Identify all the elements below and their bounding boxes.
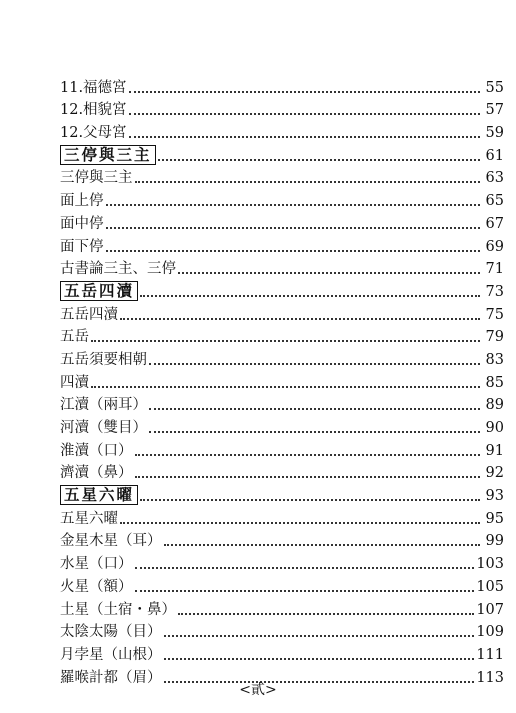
toc-entry-title: 五星六曜 xyxy=(60,510,118,527)
toc-entry-title: 江瀆（兩耳） xyxy=(60,397,147,414)
toc-entry-title: 淮瀆（口） xyxy=(60,442,133,459)
toc-entry-title: 土星（土宿・鼻） xyxy=(60,601,176,618)
toc-section-heading[interactable] xyxy=(60,278,504,301)
toc-entry-title: 四瀆 xyxy=(60,374,89,391)
toc-entry[interactable] xyxy=(60,119,504,142)
toc-entry-title: 濟瀆（鼻） xyxy=(60,465,133,482)
dot-leader xyxy=(149,430,480,433)
toc-section-heading[interactable] xyxy=(60,482,504,505)
toc-entry-page: 71 xyxy=(485,261,504,278)
toc-entry[interactable] xyxy=(60,505,504,528)
toc-entry-page: 59 xyxy=(485,125,504,142)
toc-section-title: 五岳四瀆 xyxy=(60,281,138,301)
toc-entry-title: 面上停 xyxy=(60,193,104,210)
toc-entry-page: 113 xyxy=(476,669,504,686)
toc-entry-page: 111 xyxy=(476,646,504,663)
toc-entry-page: 105 xyxy=(476,578,504,595)
toc-entry-page: 90 xyxy=(485,420,504,436)
toc-entry-page: 73 xyxy=(485,283,504,300)
toc-entry-title: 月孛星（山根） xyxy=(60,646,162,663)
toc-entry-title: 太陰太陽（目） xyxy=(60,624,162,641)
toc-entry-title: 火星（額） xyxy=(60,578,133,595)
toc-entry-title: 面中停 xyxy=(60,215,104,232)
dot-leader xyxy=(178,612,474,615)
dot-leader xyxy=(140,294,480,297)
toc-entry[interactable] xyxy=(60,165,504,188)
dot-leader xyxy=(140,498,480,501)
toc-entry-page: 83 xyxy=(485,351,504,368)
toc-entry-page: 93 xyxy=(485,488,504,505)
toc-entry-title: 河瀆（雙目） xyxy=(60,420,147,436)
dot-leader xyxy=(135,566,475,569)
toc-entry-title: 五岳 xyxy=(60,329,89,346)
toc-entry-page: 69 xyxy=(485,238,504,255)
toc-entry-page: 63 xyxy=(485,170,504,187)
dot-leader xyxy=(178,271,480,274)
toc-entry[interactable] xyxy=(60,460,504,483)
toc-entry-page: 55 xyxy=(485,79,504,96)
toc-entry[interactable] xyxy=(60,528,504,551)
toc-entry-page: 85 xyxy=(485,374,504,391)
toc-section-title: 五星六曜 xyxy=(60,485,138,505)
dot-leader xyxy=(106,249,481,252)
dot-leader xyxy=(135,589,475,592)
toc-entry-title: 古書論三主、三停 xyxy=(60,261,176,278)
dot-leader xyxy=(106,203,481,206)
toc-entry-title: 五岳須要相朝 xyxy=(60,351,147,368)
dot-leader xyxy=(149,362,480,365)
toc-entry[interactable] xyxy=(60,573,504,596)
dot-leader xyxy=(135,475,481,478)
toc-entry[interactable] xyxy=(60,256,504,279)
toc-entry-page: 61 xyxy=(485,147,504,164)
toc-entry[interactable] xyxy=(60,74,504,97)
toc-entry[interactable] xyxy=(60,392,504,415)
toc-entry-page: 92 xyxy=(485,465,504,482)
toc-entry[interactable] xyxy=(60,301,504,324)
toc-entry[interactable] xyxy=(60,641,504,664)
dot-leader xyxy=(135,180,481,183)
toc-section-title: 三停與三主 xyxy=(60,145,156,165)
dot-leader xyxy=(120,317,480,320)
toc-section-heading[interactable] xyxy=(60,142,504,165)
toc-entry[interactable] xyxy=(60,596,504,619)
dot-leader xyxy=(120,521,480,524)
dot-leader xyxy=(164,634,475,637)
toc-entry[interactable] xyxy=(60,210,504,233)
dot-leader xyxy=(158,158,480,161)
dot-leader xyxy=(129,112,480,115)
toc-entry-page: 109 xyxy=(476,624,504,641)
toc-entry-page: 75 xyxy=(485,306,504,323)
toc-entry-title: 三停與三主 xyxy=(60,170,133,187)
toc-entry[interactable] xyxy=(60,414,504,437)
toc-entry-title: 五岳四瀆 xyxy=(60,306,118,323)
dot-leader xyxy=(129,90,480,93)
toc-entry-page: 65 xyxy=(485,193,504,210)
dot-leader xyxy=(129,135,480,138)
toc-entry-title: 水星（口） xyxy=(60,556,133,573)
dot-leader xyxy=(164,657,475,660)
toc-entry-title: 面下停 xyxy=(60,238,104,255)
dot-leader xyxy=(149,407,480,410)
toc-entry[interactable] xyxy=(60,619,504,642)
toc-entry-page: 67 xyxy=(485,215,504,232)
toc-entry[interactable] xyxy=(60,437,504,460)
toc-entry-title: 11.福德宮 xyxy=(60,79,127,96)
toc-entry[interactable] xyxy=(60,324,504,347)
toc-entry-page: 99 xyxy=(485,533,504,550)
toc-entry-page: 91 xyxy=(485,442,504,459)
toc-entry-page: 57 xyxy=(485,102,504,119)
toc-entry-title: 金星木星（耳） xyxy=(60,533,162,550)
table-of-contents xyxy=(60,74,504,687)
dot-leader xyxy=(164,543,481,546)
dot-leader xyxy=(91,385,480,388)
toc-entry[interactable] xyxy=(60,97,504,120)
toc-entry[interactable] xyxy=(60,187,504,210)
toc-entry-title: 12.父母宮 xyxy=(60,125,127,142)
toc-entry[interactable] xyxy=(60,233,504,256)
toc-entry-title: 12.相貌宮 xyxy=(60,102,127,119)
toc-entry-page: 95 xyxy=(485,510,504,527)
toc-entry-page: 107 xyxy=(476,601,504,618)
dot-leader xyxy=(106,226,481,229)
dot-leader xyxy=(135,453,481,456)
toc-entry-page: 89 xyxy=(485,397,504,414)
page-number-footer: <貳> xyxy=(239,682,277,698)
toc-entry[interactable] xyxy=(60,550,504,573)
toc-entry-title: 羅喉計都（眉） xyxy=(60,669,162,686)
toc-entry-page: 79 xyxy=(485,329,504,346)
toc-entry[interactable] xyxy=(60,346,504,369)
dot-leader xyxy=(91,339,480,342)
toc-entry[interactable] xyxy=(60,369,504,392)
toc-entry-page: 103 xyxy=(476,556,504,573)
